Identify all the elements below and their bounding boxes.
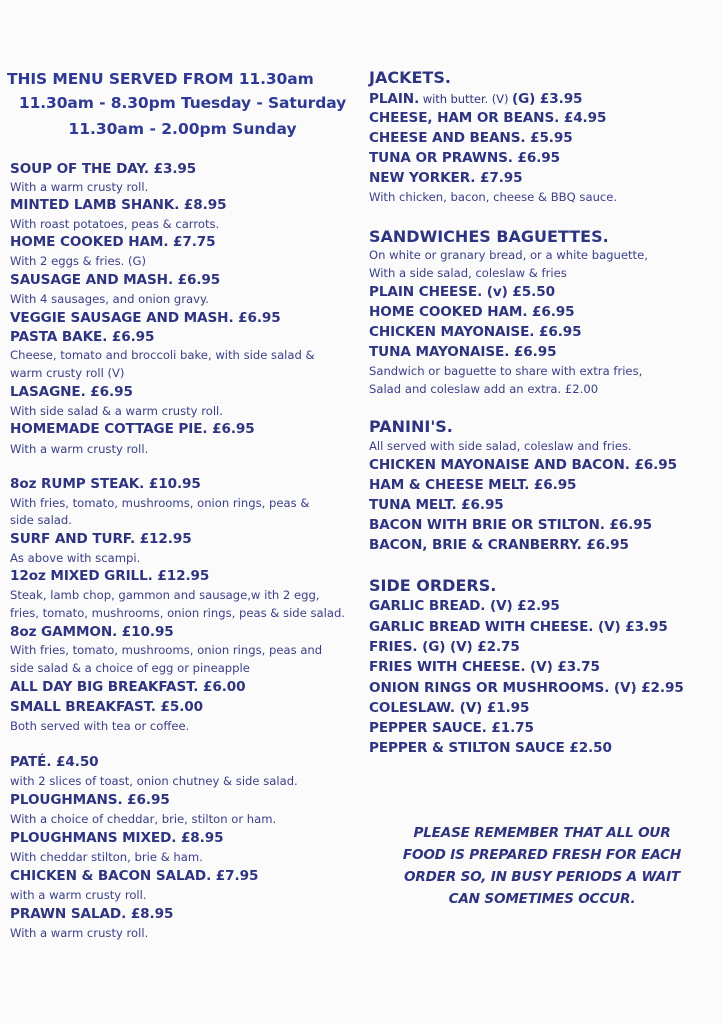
menu-item-title: 12oz MIXED GRILL. £12.95 bbox=[10, 568, 210, 584]
menu-item-desc: With 4 sausages, and onion gravy. bbox=[10, 292, 209, 306]
notice-line: PLEASE REMEMBER THAT ALL OUR bbox=[413, 825, 671, 841]
menu-item-title: 8oz GAMMON. £10.95 bbox=[10, 624, 174, 640]
menu-item-title: HOME COOKED HAM. £7.75 bbox=[10, 234, 216, 250]
menu-item-title: HOMEMADE COTTAGE PIE. £6.95 bbox=[10, 421, 255, 437]
menu-item-desc: With roast potatoes, peas & carrots. bbox=[10, 217, 220, 231]
menu-item-title: PRAWN SALAD. £8.95 bbox=[10, 906, 174, 922]
menu-item-desc: With chicken, bacon, cheese & BBQ sauce. bbox=[369, 190, 618, 204]
notice-line: CAN SOMETIMES OCCUR. bbox=[448, 891, 636, 907]
menu-item-title: 8oz RUMP STEAK. £10.95 bbox=[10, 476, 201, 492]
menu-item-desc: side salad & a choice of egg or pineapple bbox=[10, 661, 250, 675]
menu-item-title: HAM & CHEESE MELT. £6.95 bbox=[369, 477, 577, 493]
section-note: Salad and coleslaw add an extra. £2.00 bbox=[369, 382, 599, 396]
menu-item-title: ONION RINGS OR MUSHROOMS. (V) £2.95 bbox=[369, 680, 684, 696]
section-note: Sandwich or baguette to share with extra fries, bbox=[369, 364, 643, 378]
menu-item-desc: with 2 slices of toast, onion chutney & side salad. bbox=[10, 774, 298, 788]
menu-item-title: CHEESE, HAM OR BEANS. £4.95 bbox=[369, 110, 607, 126]
menu-item-title: NEW YORKER. £7.95 bbox=[369, 170, 523, 186]
menu-item-desc: With a warm crusty roll. bbox=[10, 442, 149, 456]
hours-line-3: 11.30am - 2.00pm Sunday bbox=[68, 120, 297, 138]
menu-item-desc: Both served with tea or coffee. bbox=[10, 719, 190, 733]
menu-item-title bbox=[369, 91, 582, 107]
menu-item-desc: with a warm crusty roll. bbox=[10, 888, 147, 902]
menu-item-title: PLAIN CHEESE. (v) £5.50 bbox=[369, 284, 555, 300]
menu-item-title: HOME COOKED HAM. £6.95 bbox=[369, 304, 575, 320]
menu-item-title: PEPPER & STILTON SAUCE £2.50 bbox=[369, 740, 612, 756]
menu-item-desc: With cheddar stilton, brie & ham. bbox=[10, 850, 203, 864]
menu-item-title: CHICKEN & BACON SALAD. £7.95 bbox=[10, 868, 259, 884]
item-price: (G) £3.95 bbox=[512, 91, 583, 107]
menu-item-desc: With fries, tomato, mushrooms, onion rings, peas and bbox=[10, 643, 323, 657]
menu-item-desc: Steak, lamb chop, gammon and sausage,w ith 2 egg, bbox=[10, 588, 320, 602]
item-note: with butter. (V) bbox=[419, 92, 512, 106]
menu-item-title: TUNA MAYONAISE. £6.95 bbox=[369, 344, 557, 360]
section-title-sides: SIDE ORDERS. bbox=[369, 576, 497, 595]
freshness-notice bbox=[382, 822, 702, 910]
menu-item-title: SMALL BREAKFAST. £5.00 bbox=[10, 699, 204, 715]
hours-line-1: THIS MENU SERVED FROM 11.30am bbox=[7, 70, 314, 88]
section-title-jackets: JACKETS. bbox=[369, 68, 451, 87]
menu-item-title: CHICKEN MAYONAISE. £6.95 bbox=[369, 324, 582, 340]
menu-item-desc: With a choice of cheddar, brie, stilton or ham. bbox=[10, 812, 277, 826]
menu-item-desc: fries, tomato, mushrooms, onion rings, peas & side salad. bbox=[10, 606, 345, 620]
section-intro: On white or granary bread, or a white baguette, bbox=[369, 248, 648, 262]
section-intro: With a side salad, coleslaw & fries bbox=[369, 266, 567, 280]
menu-item-title: CHEESE AND BEANS. £5.95 bbox=[369, 130, 573, 146]
item-name: PLAIN. bbox=[369, 91, 420, 107]
menu-item-title: MINTED LAMB SHANK. £8.95 bbox=[10, 197, 227, 213]
notice-line: ORDER SO, IN BUSY PERIODS A WAIT bbox=[403, 869, 681, 885]
menu-item-title: GARLIC BREAD WITH CHEESE. (V) £3.95 bbox=[369, 619, 668, 635]
menu-item-title: PLOUGHMANS MIXED. £8.95 bbox=[10, 830, 224, 846]
menu-item-title: TUNA OR PRAWNS. £6.95 bbox=[369, 150, 560, 166]
menu-item-desc: With a warm crusty roll. bbox=[10, 180, 149, 194]
menu-item-desc: side salad. bbox=[10, 513, 72, 527]
notice-line: FOOD IS PREPARED FRESH FOR EACH bbox=[402, 847, 682, 863]
menu-item-title: FRIES. (G) (V) £2.75 bbox=[369, 639, 520, 655]
menu-item-desc: With fries, tomato, mushrooms, onion rings, peas & bbox=[10, 496, 310, 510]
section-title-sandwiches: SANDWICHES BAGUETTES. bbox=[369, 227, 609, 246]
menu-item-desc: With a warm crusty roll. bbox=[10, 926, 149, 940]
menu-item-desc: With 2 eggs & fries. (G) bbox=[10, 254, 147, 268]
menu-item-title: PATÉ. £4.50 bbox=[10, 754, 99, 770]
menu-item-title: TUNA MELT. £6.95 bbox=[369, 497, 504, 513]
hours-line-2: 11.30am - 8.30pm Tuesday - Saturday bbox=[18, 94, 347, 112]
menu-item-desc: As above with scampi. bbox=[10, 551, 141, 565]
menu-item-title: CHICKEN MAYONAISE AND BACON. £6.95 bbox=[369, 457, 677, 473]
section-intro: All served with side salad, coleslaw and fries. bbox=[369, 439, 632, 453]
menu-item-title: ALL DAY BIG BREAKFAST. £6.00 bbox=[10, 679, 246, 695]
menu-item-title: SOUP OF THE DAY. £3.95 bbox=[10, 161, 197, 177]
menu-item-desc: With side salad & a warm crusty roll. bbox=[10, 404, 223, 418]
menu-item-title: PASTA BAKE. £6.95 bbox=[10, 329, 155, 345]
menu-item-title: LASAGNE. £6.95 bbox=[10, 384, 133, 400]
menu-item-title: BACON WITH BRIE OR STILTON. £6.95 bbox=[369, 517, 652, 533]
menu-item-desc: Cheese, tomato and broccoli bake, with side salad & bbox=[10, 348, 315, 362]
menu-item-title: VEGGIE SAUSAGE AND MASH. £6.95 bbox=[10, 310, 281, 326]
menu-item-title: COLESLAW. (V) £1.95 bbox=[369, 700, 530, 716]
menu-item-title: PLOUGHMANS. £6.95 bbox=[10, 792, 170, 808]
menu-item-title: SURF AND TURF. £12.95 bbox=[10, 531, 192, 547]
menu-item-title: BACON, BRIE & CRANBERRY. £6.95 bbox=[369, 537, 629, 553]
section-title-paninis: PANINI'S. bbox=[369, 417, 453, 436]
menu-item-title: GARLIC BREAD. (V) £2.95 bbox=[369, 598, 560, 614]
menu-item-title: PEPPER SAUCE. £1.75 bbox=[369, 720, 534, 736]
menu-item-desc: warm crusty roll (V) bbox=[10, 366, 125, 380]
menu-item-title: SAUSAGE AND MASH. £6.95 bbox=[10, 272, 221, 288]
menu-item-title: FRIES WITH CHEESE. (V) £3.75 bbox=[369, 659, 600, 675]
